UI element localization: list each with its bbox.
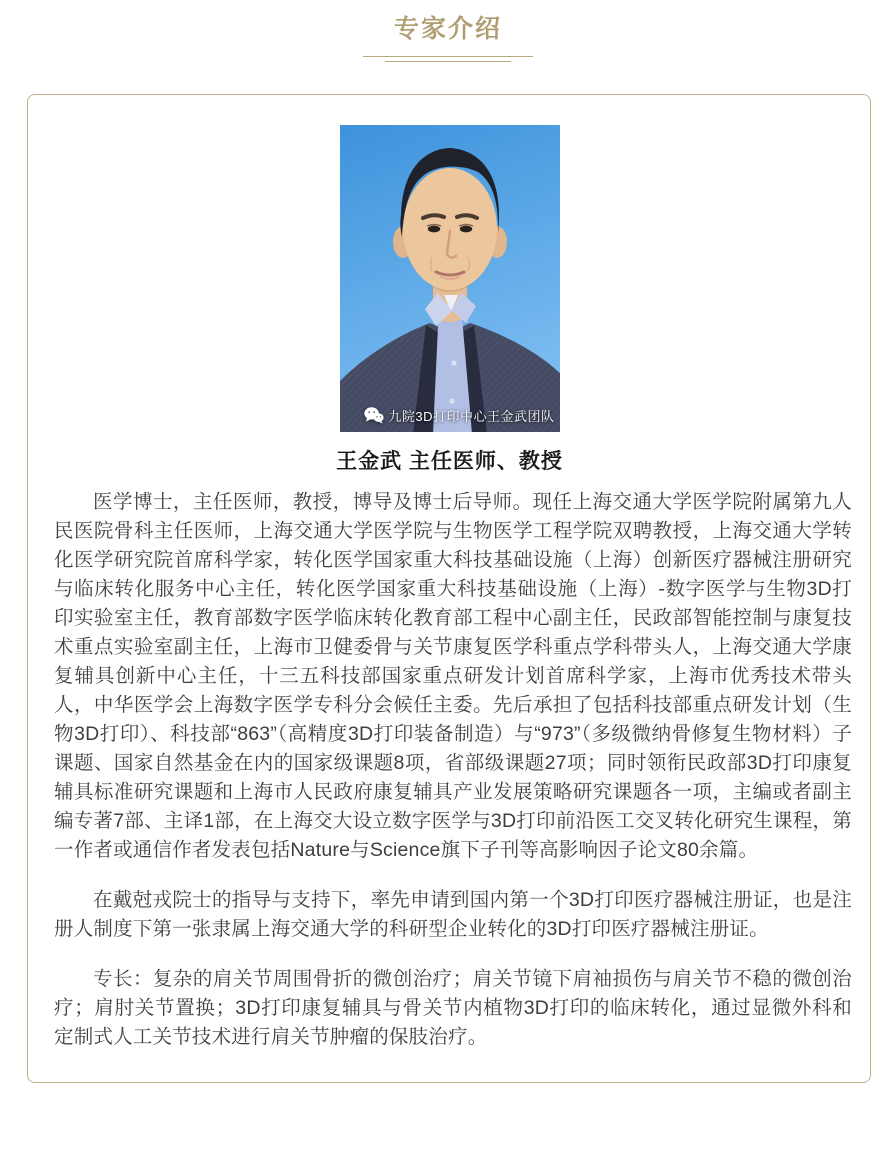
portrait-illustration	[340, 125, 560, 432]
article-header	[0, 0, 896, 62]
title-underline-decoration	[0, 56, 896, 62]
expert-name-title: 王金武 主任医师、教授	[336, 450, 563, 473]
photo-watermark-text: 九院3D打印中心王金武团队	[388, 409, 555, 424]
expert-photo[interactable]	[340, 125, 560, 432]
wechat-icon	[364, 407, 384, 424]
underline-short	[385, 61, 511, 62]
bio-paragraph-specialty: 专长：复杂的肩关节周围骨折的微创治疗；肩关节镜下肩袖损伤与肩关节不稳的微创治疗；肩肘关节置换；3D打印康复辅具与骨关节内植物3D打印的临床转化，通过显微外科和定制式人工关节技术进行肩关节肿瘤的保肢治疗。	[54, 968, 852, 1048]
page-title: 专家介绍	[393, 15, 502, 43]
underline-long	[363, 56, 533, 57]
bio-paragraph-achievement: 在戴尅戎院士的指导与支持下，率先申请到国内第一个3D打印医疗器械注册证，也是注册人制度下第一张隶属上海交通大学的科研型企业转化的3D打印医疗器械注册证。	[54, 889, 852, 940]
photo-watermark	[364, 406, 554, 425]
expert-card	[27, 94, 871, 1083]
bio-paragraph-overview: 医学博士，主任医师，教授，博导及博士后导师。现任上海交通大学医学院附属第九人民医院骨科主任医师，上海交通大学医学院与生物医学工程学院双聘教授，上海交通大学转化医学研究院首席科学家，转化医学国家重大科技基础设施（上海）创新医疗器械注册研究与临床转化服务中心主任，转化医学国家重大科技基础设施（上海）-数字医学与生物3D打印实验室主任，教育部数字医学临床转化教育部工程中心副主任，民政部智能控制与康复技术重点实验室副主任，上海市卫健委骨与关节康复医学科重点学科带头人，上海交通大学康复辅具创新中心主任，十三五科技部国家重点研发计划首席科学家，上海市优秀技术带头人，中华医学会上海数字医学专科分会候任主委。先后承担了包括科技部重点研发计划（生物3D打印）、科技部“863”（高精度3D打印装备制造）与“973”（多级微纳骨修复生物材料）子课题、国家自然基金在内的国家级课题8项，省部级课题27项；同时领衔民政部3D打印康复辅具标准研究课题和上海市人民政府康复辅具产业发展策略研究课题各一项，主编或者副主编专著7部、主译1部，在上海交大设立数字医学与3D打印前沿医工交叉转化研究生课程，第一作者或通信作者发表包括Nature与Science旗下子刊等高影响因子论文80余篇。	[54, 491, 852, 861]
